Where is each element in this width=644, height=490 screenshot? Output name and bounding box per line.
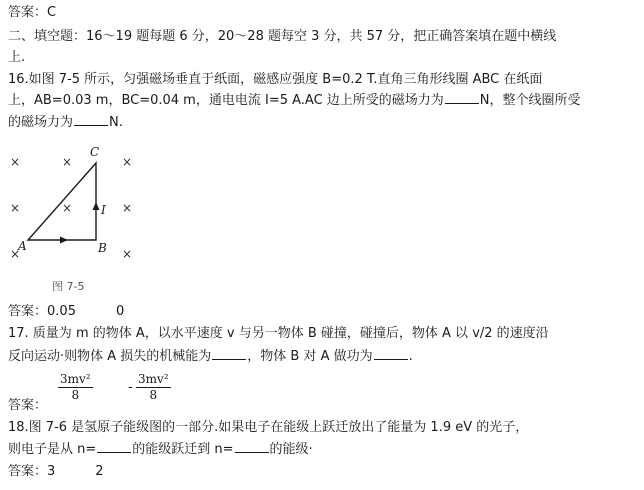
q18-line1: 18.图 7-6 是氢原子能级图的一部分.如果电子在能级上跃迁放出了能量为 1.9 eV 的光子，	[8, 420, 529, 435]
q16-answer-label: 答案：	[8, 304, 48, 319]
field-mark: ×	[10, 155, 21, 169]
label-a: A	[18, 239, 27, 253]
label-b: B	[98, 241, 107, 255]
field-mark: ×	[10, 201, 21, 215]
q16-line3-text-a: 的磁场力为	[8, 115, 74, 130]
q16-blank-2	[74, 113, 108, 126]
q17-line2-text-a: 反向运动·则物体 A 损失的机械能为	[8, 349, 212, 364]
q16-answer-1: 0.05	[47, 304, 76, 319]
q16-line1: 16.如图 7-5 所示，匀强磁场垂直于纸面，磁感应强度 B=0.2 T.直角三角形线圈 ABC 在纸面	[8, 72, 543, 87]
q17-line1: 17. 质量为 m 的物体 A，以水平速度 v 与另一物体 B 碰撞，碰撞后，物体 A 以 v/2 的速度沿	[8, 326, 549, 341]
q18-line2-text-c: 的能级·	[269, 442, 313, 457]
fraction-denominator: 8	[71, 388, 80, 402]
q17-blank-1	[212, 347, 246, 360]
section-heading-line2: 上.	[8, 50, 26, 65]
q18-blank-1	[97, 440, 131, 453]
label-c: C	[90, 145, 100, 159]
q16-blank-1	[445, 91, 479, 104]
q16-line2-text-a: 上，AB=0.03 m，BC=0.04 m，通电电流 I=5 A.AC 边上所受的磁场力为	[8, 93, 444, 108]
q18-answer-label: 答案：	[8, 464, 48, 479]
q17-line2	[8, 347, 413, 367]
fraction-numerator: 3mv²	[138, 372, 169, 386]
minus-sign: -	[128, 380, 133, 395]
q16-answer-2: 0	[115, 304, 125, 319]
q16-answer	[8, 302, 124, 322]
figure-caption: 图 7-5	[52, 280, 85, 293]
q16-line3	[8, 113, 123, 133]
q17-answer-label: 答案：	[8, 398, 48, 413]
field-mark: ×	[122, 155, 133, 169]
q17-line2-text-c: .	[408, 349, 413, 364]
q17-answer-fraction-1	[58, 372, 93, 403]
q18-line2-text-a: 则电子是从 n=	[8, 442, 97, 457]
q16-line2-text-b: N，整个线圈所受	[479, 93, 581, 108]
field-mark: ×	[10, 247, 21, 261]
answer-15: 答案：C	[8, 5, 57, 20]
section-heading-line1: 二、填空题：16～19 题每题 6 分，20～28 题每空 3 分，共 57 分，把正确答案填在题中横线	[8, 29, 557, 44]
q18-answer	[8, 462, 104, 482]
q17-answer-fraction-2	[136, 372, 171, 403]
q17-line2-text-b: ，物体 B 对 A 做功为	[247, 349, 373, 364]
q18-blank-2	[235, 440, 269, 453]
q18-line2-text-b: 的能级跃迁到 n=	[132, 442, 234, 457]
figure-7-5	[6, 140, 136, 300]
field-mark: ×	[122, 247, 133, 261]
q16-line3-text-b: N.	[109, 115, 123, 130]
label-i: I	[101, 203, 106, 217]
fraction-numerator: 3mv²	[60, 372, 91, 386]
q18-answer-1: 3	[47, 464, 56, 479]
q17-blank-2	[374, 347, 408, 360]
field-mark: ×	[122, 201, 133, 215]
q18-line2	[8, 440, 313, 460]
q18-answer-2: 2	[95, 464, 104, 479]
field-mark: ×	[62, 201, 73, 215]
fraction-denominator: 8	[149, 388, 158, 402]
field-mark: ×	[62, 155, 73, 169]
q16-line2	[8, 91, 581, 111]
